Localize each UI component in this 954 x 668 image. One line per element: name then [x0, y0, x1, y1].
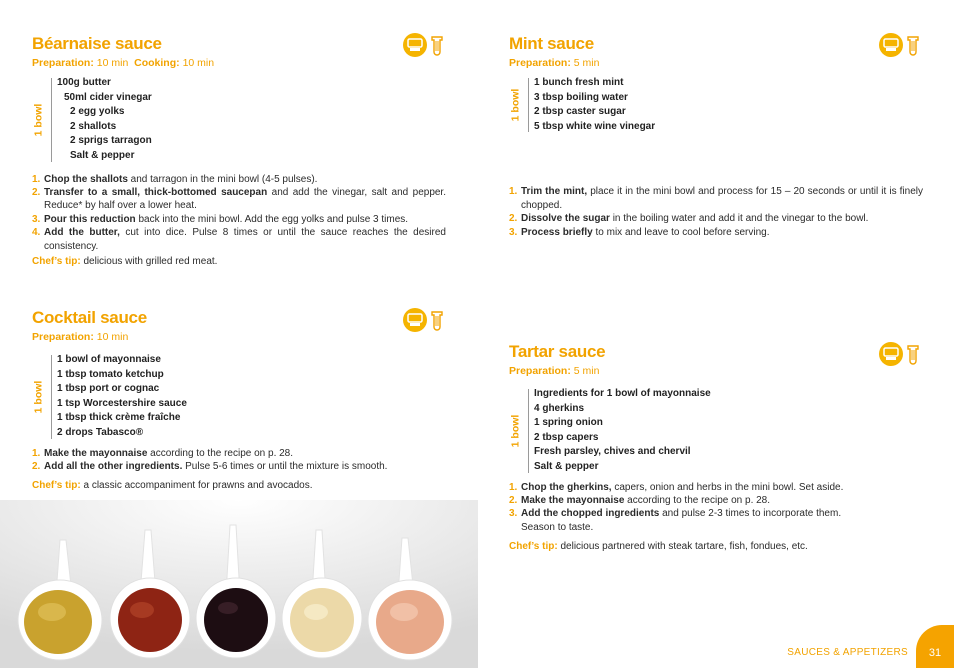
ingredient: 4 gherkins — [534, 402, 585, 414]
recipe-title: Tartar sauce — [509, 342, 606, 361]
ingredient: 1 spring onion — [534, 417, 603, 429]
ingredient: 1 tbsp thick crème fraîche — [57, 412, 181, 424]
divider — [51, 78, 52, 162]
method-steps — [509, 481, 923, 535]
recipe-times — [32, 57, 446, 70]
prep-label: Preparation: — [509, 57, 571, 69]
ingredient: 1 bowl of mayonnaise — [57, 354, 161, 365]
step: 3. Add the chopped ingredients and pulse 2-3 times to incorporate them. Season to taste. — [509, 508, 842, 533]
cook-label: Cooking: — [134, 57, 180, 69]
sauce-spoons-image — [0, 500, 478, 668]
step: 2. Dissolve the sugar in the boiling water and add it and the vinegar to the bowl. — [509, 213, 869, 225]
ingredient-list — [534, 387, 923, 475]
mini-chopper-icon — [878, 32, 926, 58]
recipe-title: Cocktail sauce — [32, 308, 147, 327]
step: 2. Add all the other ingredients. Pulse 5-6 times or until the mixture is smooth. — [32, 460, 388, 472]
step: 1. Chop the shallots and tarragon in the mini bowl (4-5 pulses). — [32, 173, 318, 185]
step: 1. Make the mayonnaise according to the recipe on p. 28. — [32, 447, 294, 459]
ingredient: 2 tbsp capers — [534, 431, 599, 443]
divider — [528, 389, 529, 473]
step: 1. Trim the mint, place it in the mini bowl and process for 15 – 20 seconds or until it is finely chopped. — [509, 186, 924, 211]
ingredient-block — [509, 76, 923, 134]
ingredient-block — [32, 353, 446, 441]
bowl-label: 1 bowl — [509, 414, 522, 448]
ingredient-list — [57, 76, 446, 164]
ingredient-list — [534, 76, 923, 134]
ingredient: Salt & pepper — [70, 149, 135, 161]
recipe-title: Béarnaise sauce — [32, 34, 162, 53]
bowl-label: 1 bowl — [32, 103, 45, 137]
recipe-cocktail — [32, 308, 446, 492]
mini-chopper-icon — [402, 32, 450, 58]
ingredient: 50ml cider vinegar — [64, 91, 152, 103]
ingredient: 1 tsp Worcestershire sauce — [57, 397, 187, 409]
appliance-icons — [878, 32, 926, 58]
ingredient: 2 drops Tabasco® — [57, 426, 144, 438]
ingredient: Ingredients for 1 bowl of mayonnaise — [534, 388, 711, 399]
section-label: SAUCES & APPETIZERS — [787, 647, 908, 658]
recipe-times — [32, 331, 446, 344]
divider — [528, 78, 529, 132]
appliance-icons — [402, 32, 450, 58]
step: 3. Pour this reduction back into the mini bowl. Add the egg yolks and pulse 3 times. — [32, 213, 409, 225]
ingredient: 1 bunch fresh mint — [534, 77, 624, 88]
recipe-mint — [509, 34, 923, 239]
bowl-label: 1 bowl — [32, 380, 45, 414]
sauces-photo — [0, 500, 478, 668]
chefs-tip: Chef’s tip: delicious with grilled red meat. — [32, 256, 218, 267]
page-number: 31 — [916, 625, 954, 668]
ingredient: 3 tbsp boiling water — [534, 91, 628, 103]
prep-value: 5 min — [573, 57, 600, 69]
mini-chopper-icon — [878, 341, 926, 367]
ingredient: 2 sprigs tarragon — [70, 135, 152, 147]
ingredient: 2 shallots — [70, 120, 117, 132]
ingredient-block — [509, 387, 923, 475]
prep-value: 10 min — [96, 57, 129, 69]
ingredient: 1 tbsp tomato ketchup — [57, 368, 164, 380]
method-steps — [32, 447, 446, 474]
ingredient: 2 egg yolks — [70, 106, 125, 118]
ingredient-list — [57, 353, 446, 441]
recipe-tartar — [509, 342, 923, 553]
step: 4. Add the butter, cut into dice. Pulse 8 times or until the sauce reaches the desired consistency. — [32, 227, 446, 252]
prep-label: Preparation: — [32, 331, 94, 343]
prep-value: 10 min — [96, 331, 129, 343]
ingredient: Fresh parsley, chives and chervil — [534, 446, 691, 458]
ingredient: 100g butter — [57, 77, 111, 88]
chefs-tip: Chef’s tip: a classic accompaniment for prawns and avocados. — [32, 480, 313, 492]
appliance-icons — [402, 307, 450, 333]
ingredient: 5 tbsp white wine vinegar — [534, 120, 656, 132]
ingredient: Salt & pepper — [534, 460, 599, 472]
step: 3. Process briefly to mix and leave to cool before serving. — [509, 226, 770, 238]
ingredient: 1 tbsp port or cognac — [57, 383, 160, 395]
divider — [51, 355, 52, 439]
prep-value: 5 min — [573, 365, 600, 377]
recipe-title: Mint sauce — [509, 34, 594, 53]
bowl-label: 1 bowl — [509, 88, 522, 122]
recipe-times — [509, 365, 923, 378]
step: 2. Make the mayonnaise according to the recipe on p. 28. — [509, 494, 771, 506]
ingredient-block — [32, 76, 446, 164]
recipe-times — [509, 57, 923, 70]
mini-chopper-icon — [402, 307, 450, 333]
prep-label: Preparation: — [509, 365, 571, 377]
recipe-bearnaise — [32, 34, 446, 268]
method-steps — [32, 173, 446, 253]
ingredient: 2 tbsp caster sugar — [534, 106, 626, 118]
step: 1. Chop the gherkins, capers, onion and herbs in the mini bowl. Set aside. — [509, 481, 844, 493]
prep-label: Preparation: — [32, 57, 94, 69]
step: 2. Transfer to a small, thick-bottomed saucepan and add the vinegar, salt and pepper. Reduce* by half over a lower heat. — [32, 186, 446, 212]
appliance-icons — [878, 341, 926, 367]
chefs-tip: Chef’s tip: delicious partnered with steak tartare, fish, fondues, etc. — [509, 541, 808, 553]
method-steps — [509, 185, 923, 239]
cook-value: 10 min — [182, 57, 215, 69]
